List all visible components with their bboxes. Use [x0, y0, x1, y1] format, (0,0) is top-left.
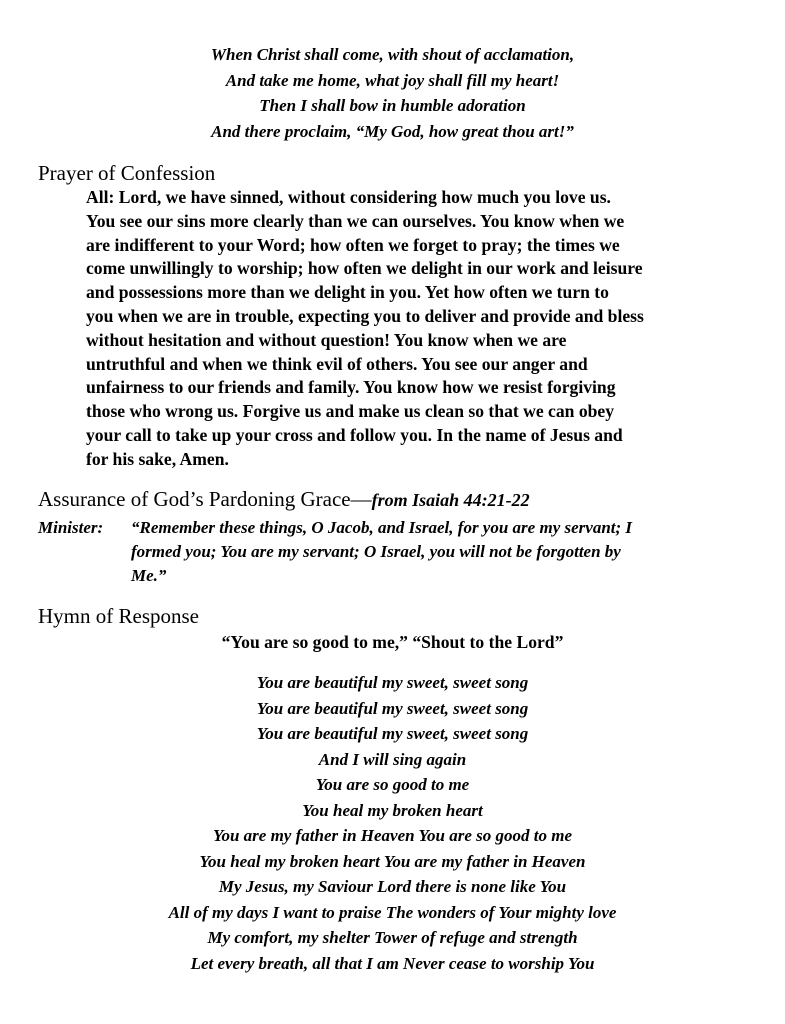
scripture-quote: [131, 516, 751, 588]
prayer-line: come unwillingly to worship; how often we delight in our work and leisure: [86, 258, 643, 279]
confession-heading: Prayer of Confession: [38, 161, 216, 185]
prayer-line: those who wrong us. Forgive us and make us clean so that we can obey: [86, 401, 615, 422]
prayer-line: without hesitation and without question! You know when we are: [86, 329, 567, 350]
lyric-line: And I will sing again: [318, 749, 467, 769]
response-heading: Hymn of Response: [38, 604, 199, 628]
lyric-line: You heal my broken heart: [302, 800, 483, 820]
lyric-line: You are so good to me: [315, 775, 470, 794]
lyric-line: Let every breath, all that I am Never cease to worship You: [190, 953, 595, 973]
lyric-line: You heal my broken heart You are my father in Heaven: [199, 851, 586, 871]
verse-line: Then I shall bow in humble adoration: [259, 96, 526, 115]
response-lyrics: [0, 670, 785, 976]
confession-prayer: [86, 186, 756, 472]
prayer-line: you when we are in trouble, expecting you to deliver and provide and bless: [86, 305, 644, 326]
verse-line: And take me home, what joy shall fill my heart!: [225, 70, 560, 90]
lyric-line: My comfort, my shelter Tower of refuge and strength: [207, 928, 578, 947]
prayer-line: All: Lord, we have sinned, without considering how much you love us.: [86, 187, 611, 207]
prayer-line: for his sake, Amen.: [86, 448, 229, 469]
assurance-title: Assurance of God’s Pardoning Grace—: [38, 487, 372, 511]
prayer-line: your call to take up your cross and follow you. In the name of Jesus and: [86, 424, 623, 445]
prayer-line: and possessions more than we delight in you. Yet how often we turn to: [86, 282, 609, 303]
verse-line: When Christ shall come, with shout of acclamation,: [210, 45, 575, 64]
lyric-line: My Jesus, my Saviour Lord there is none like You: [218, 877, 567, 896]
song-titles: “You are so good to me,” “Shout to the Lord”: [221, 632, 564, 652]
prayer-line: are indifferent to your Word; how often we forget to pray; the times we: [86, 234, 620, 255]
quote-line: “Remember these things, O Jacob, and Israel, for you are my servant; I: [131, 518, 633, 537]
lyric-line: You are my father in Heaven You are so good to me: [212, 826, 573, 845]
lyric-line: You are beautiful my sweet, sweet song: [256, 673, 529, 692]
minister-label: Minister:: [38, 518, 104, 537]
hymn-verse: [0, 42, 785, 144]
assurance-heading: [38, 486, 530, 513]
prayer-line: untruthful and when we think evil of others. You see our anger and: [86, 353, 588, 374]
quote-line: formed you; You are my servant; O Israel, you will not be forgotten by: [131, 542, 621, 561]
quote-line: Me.”: [131, 566, 167, 585]
lyric-line: All of my days I want to praise The wonders of Your mighty love: [168, 902, 617, 922]
lyric-line: You are beautiful my sweet, sweet song: [256, 698, 529, 718]
prayer-line: unfairness to our friends and family. You know how we resist forgiving: [86, 377, 616, 398]
lyric-line: You are beautiful my sweet, sweet song: [256, 724, 529, 743]
scripture-reference: from Isaiah 44:21-22: [371, 490, 530, 510]
prayer-line: You see our sins more clearly than we can ourselves. You know when we: [86, 210, 625, 231]
verse-line: And there proclaim, “My God, how great thou art!”: [211, 121, 574, 141]
